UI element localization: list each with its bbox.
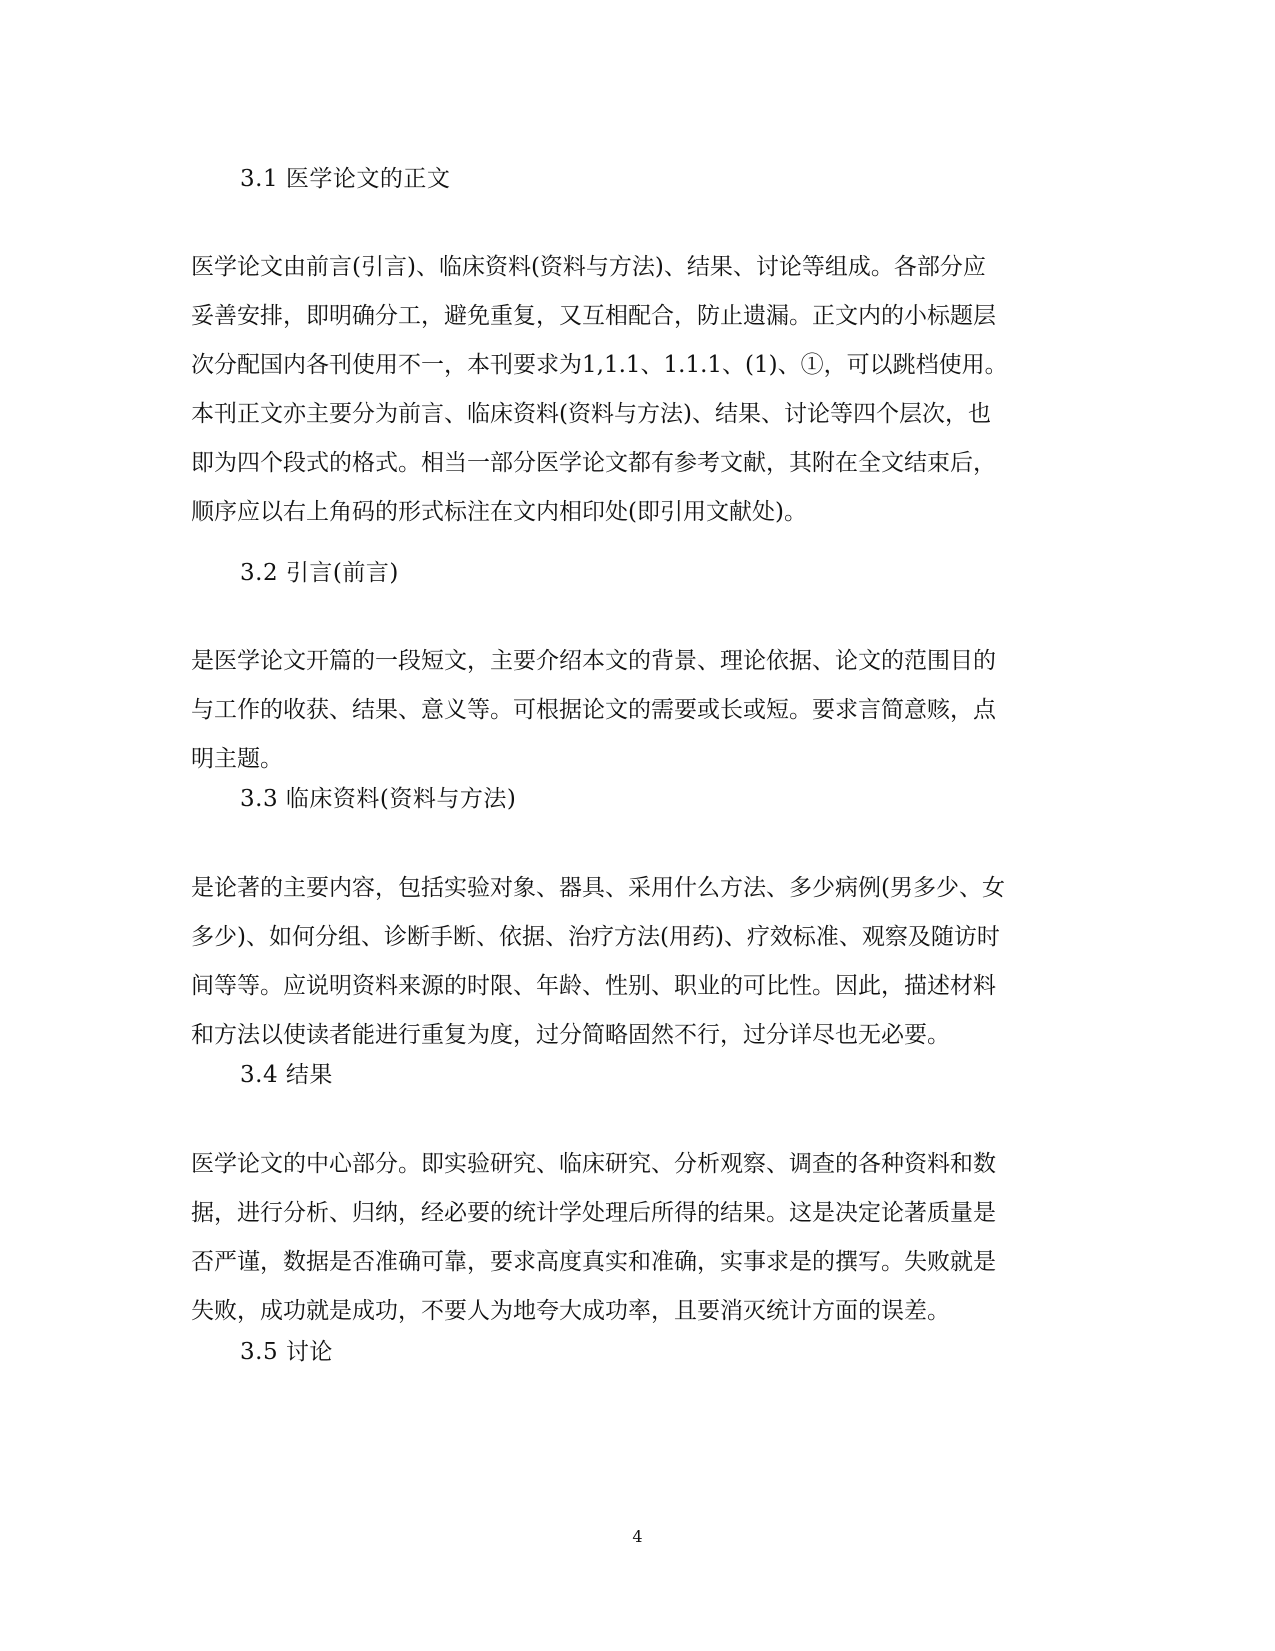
section-paragraph (191, 637, 1071, 784)
paragraph-line: 妥善安排，即明确分工，避免重复，又互相配合，防止遗漏。正文内的小标题层 (191, 303, 996, 329)
paragraph-line: 明主题。 (191, 746, 283, 772)
paragraph-line: 与工作的收获、结果、意义等。可根据论文的需要或长或短。要求言简意赅，点 (191, 697, 996, 723)
paragraph-line: 顺序应以右上角码的形式标注在文内相印处(即引用文献处)。 (191, 499, 807, 525)
paragraph-line: 据，进行分析、归纳，经必要的统计学处理后所得的结果。这是决定论著质量是 (191, 1200, 996, 1226)
page-number: 4 (632, 1527, 643, 1546)
paragraph-line: 间等等。应说明资料来源的时限、年龄、性别、职业的可比性。因此，描述材料 (191, 973, 996, 999)
paragraph-line: 医学论文的中心部分。即实验研究、临床研究、分析观察、调查的各种资料和数 (191, 1151, 996, 1177)
section-heading: 3.5 讨论 (240, 1339, 333, 1365)
section-paragraph (191, 1140, 1071, 1336)
paragraph-line: 本刊正文亦主要分为前言、临床资料(资料与方法)、结果、讨论等四个层次，也 (191, 401, 991, 427)
paragraph-line: 失败，成功就是成功，不要人为地夸大成功率，且要消灭统计方面的误差。 (191, 1298, 950, 1324)
paragraph-line: 次分配国内各刊使用不一，本刊要求为1,1.1、1.1.1、(1)、①，可以跳档使用。 (191, 352, 1008, 378)
section-paragraph (191, 243, 1071, 537)
section-heading: 3.2 引言(前言) (240, 560, 399, 586)
paragraph-line: 否严谨，数据是否准确可靠，要求高度真实和准确，实事求是的撰写。失败就是 (191, 1249, 996, 1275)
paragraph-line: 是医学论文开篇的一段短文，主要介绍本文的背景、理论依据、论文的范围目的 (191, 648, 996, 674)
paragraph-line: 即为四个段式的格式。相当一部分医学论文都有参考文献，其附在全文结束后， (191, 450, 996, 476)
paragraph-line: 是论著的主要内容，包括实验对象、器具、采用什么方法、多少病例(男多少、女 (191, 875, 1005, 901)
section-paragraph (191, 864, 1071, 1060)
paragraph-line: 医学论文由前言(引言)、临床资料(资料与方法)、结果、讨论等组成。各部分应 (191, 254, 986, 280)
paragraph-line: 多少)、如何分组、诊断手断、依据、治疗方法(用药)、疗效标准、观察及随访时 (191, 924, 1000, 950)
section-heading: 3.1 医学论文的正文 (240, 166, 451, 192)
section-heading: 3.4 结果 (240, 1062, 333, 1088)
section-heading: 3.3 临床资料(资料与方法) (240, 786, 517, 812)
paragraph-line: 和方法以使读者能进行重复为度，过分简略固然不行，过分详尽也无必要。 (191, 1022, 950, 1048)
